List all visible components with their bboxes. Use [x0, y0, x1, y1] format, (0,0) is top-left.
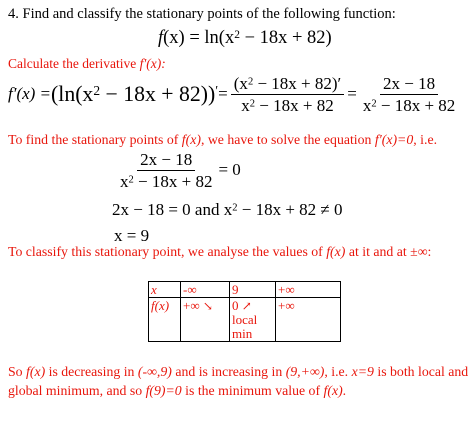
- derivative-bracket-post: − 18x + 82)): [100, 81, 216, 106]
- derivative-equation: [8, 74, 461, 114]
- table-cell: +∞: [276, 298, 341, 342]
- derivative-bracket-pre: (ln(x: [51, 81, 94, 106]
- derivative-lhs: f′(x) =: [8, 84, 52, 103]
- classify-intro: To classify this stationary point, we analyse the values of f(x) at it and at ±∞:: [8, 244, 432, 259]
- function-eq: = ln(x: [184, 28, 235, 48]
- table-cell: x: [149, 282, 181, 298]
- function-rest: − 18x + 82): [239, 28, 332, 48]
- table-cell: +∞: [276, 282, 341, 298]
- table-cell: -∞: [181, 282, 230, 298]
- derivative-intro-text: Calculate the derivative: [8, 56, 140, 71]
- fraction-1-numerator: $(x^2 - 18x + 82)'$: [231, 74, 345, 95]
- derivative-eq-2: =: [347, 84, 357, 103]
- stationary-equation: [114, 150, 241, 190]
- function-arg: (x): [163, 28, 185, 48]
- stationary-intro: To find the stationary points of f(x), we have to solve the equation f′(x)=0, i.e.: [8, 132, 438, 147]
- table-cell: 0 ↗ local min: [230, 298, 276, 342]
- table-row: [149, 298, 341, 342]
- table-cell: f(x): [149, 298, 181, 342]
- derivative-intro-symbol: f′(x):: [139, 56, 166, 71]
- derivative-intro: [8, 56, 166, 72]
- derivative-eq-1: =: [218, 84, 228, 103]
- derivative-fraction-1: [231, 74, 345, 115]
- stationary-fraction-numerator: 2x − 18: [137, 150, 195, 171]
- fraction-2-denominator: $x^2 - 18x + 82$: [362, 95, 456, 115]
- stationary-condition: 2x − 18 = 0 and $x^2 - 18x + 82 \ne 0$: [112, 200, 343, 219]
- fraction-2-numerator: 2x − 18: [380, 74, 438, 95]
- derivative-prime: ′: [215, 82, 219, 98]
- function-definition: [158, 28, 332, 49]
- problem-title: 4. Find and classify the stationary points of the following function:: [8, 6, 396, 22]
- function-exponent: 2: [234, 28, 240, 41]
- derivative-bracket: [51, 82, 218, 107]
- fraction-1-denominator: $x^2 - 18x + 82$: [241, 95, 334, 115]
- function-name: f: [158, 28, 164, 48]
- conclusion: So f(x) is decreasing in (-∞,9) and is increasing in (9,+∞), i.e. x=9 is both local and global minimum, and so f(9)=0 is the minimum value of f(x).: [8, 364, 469, 398]
- decreasing-arrow-icon: ↘: [202, 299, 213, 313]
- stationary-fraction-denominator: $x^2 - 18x + 82$: [120, 171, 213, 191]
- derivative-fraction-2: [360, 74, 458, 115]
- local-min-note: local min: [232, 312, 258, 341]
- stationary-fraction: [117, 150, 215, 191]
- sign-table: [148, 281, 341, 342]
- increasing-arrow-icon: ↗: [241, 299, 252, 313]
- table-row: [149, 282, 341, 298]
- table-cell: 9: [230, 282, 276, 298]
- table-cell: +∞ ↘: [181, 298, 230, 342]
- stationary-rhs: = 0: [218, 160, 241, 179]
- derivative-bracket-exp: 2: [93, 82, 101, 98]
- stationary-solution: x = 9: [114, 226, 150, 245]
